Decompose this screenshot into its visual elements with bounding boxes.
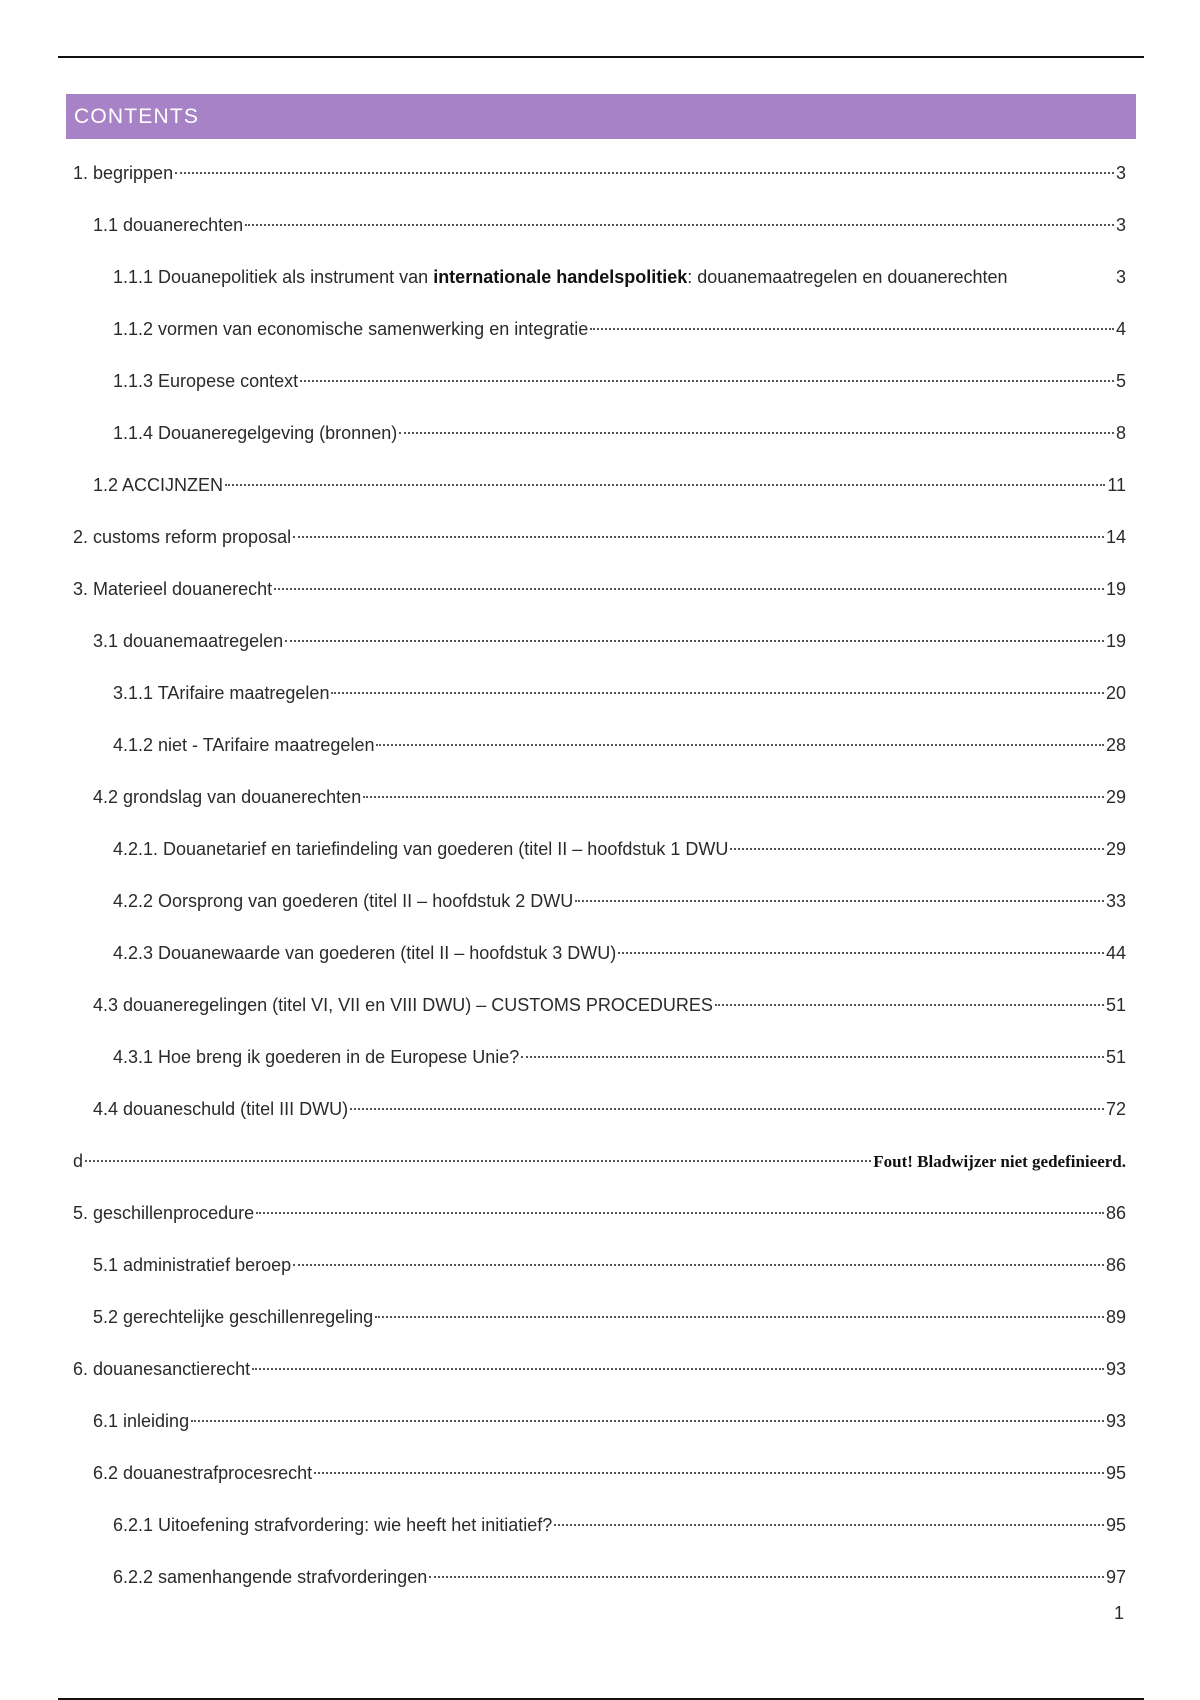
- toc-entry-page: 93: [1105, 1411, 1126, 1431]
- toc-entry-title: 4.4 douaneschuld (titel III DWU): [93, 1099, 349, 1119]
- dot-leader: [399, 432, 1114, 434]
- toc-entry[interactable]: [73, 1459, 1126, 1511]
- dot-leader: [274, 588, 1104, 590]
- toc-entry-page: 20: [1105, 683, 1126, 703]
- toc-entry-page: 95: [1105, 1463, 1126, 1483]
- toc-entry-page: 19: [1105, 631, 1126, 651]
- toc-entry-page: 86: [1105, 1203, 1126, 1223]
- toc-entry-page: 29: [1105, 787, 1126, 807]
- toc-entry[interactable]: [73, 1303, 1126, 1355]
- toc-entry-page: 95: [1105, 1515, 1126, 1535]
- toc-entry-title: 4.3.1 Hoe breng ik goederen in de Europese Unie?: [113, 1047, 520, 1067]
- toc-entry[interactable]: [73, 835, 1126, 887]
- dot-leader: [331, 692, 1104, 694]
- dot-leader: [314, 1472, 1104, 1474]
- toc-entry-title-part: 1.1.1 Douanepolitiek als instrument van: [113, 267, 434, 287]
- toc-entry[interactable]: [73, 1407, 1126, 1459]
- toc-entry-title: 5.1 administratief beroep: [93, 1255, 292, 1275]
- toc-entry-title: 3.1.1 TArifaire maatregelen: [113, 683, 330, 703]
- toc-entry-page: 89: [1105, 1307, 1126, 1327]
- toc-entry-page: 93: [1105, 1359, 1126, 1379]
- toc-entry-title: 6.1 inleiding: [93, 1411, 190, 1431]
- toc-entry-page: 3: [1115, 215, 1126, 235]
- dot-leader: [191, 1420, 1104, 1422]
- dot-leader: [575, 900, 1104, 902]
- toc-entry-page: 4: [1115, 319, 1126, 339]
- dot-leader: [300, 380, 1114, 382]
- table-of-contents: [73, 159, 1126, 1615]
- toc-entry[interactable]: [73, 731, 1126, 783]
- toc-entry-page: 72: [1105, 1099, 1126, 1119]
- toc-entry-title: 1.1.4 Douaneregelgeving (bronnen): [113, 423, 398, 443]
- dot-leader: [618, 952, 1104, 954]
- toc-entry[interactable]: [73, 1563, 1126, 1615]
- toc-entry[interactable]: [73, 887, 1126, 939]
- toc-entry[interactable]: [73, 679, 1126, 731]
- toc-entry-title: 1.1 douanerechten: [93, 215, 244, 235]
- toc-entry-page: 3: [1115, 163, 1126, 183]
- toc-entry-title: 1.1.3 Europese context: [113, 371, 299, 391]
- toc-entry[interactable]: [73, 575, 1126, 627]
- toc-entry-page: 86: [1105, 1255, 1126, 1275]
- dot-leader: [350, 1108, 1104, 1110]
- dot-leader: [225, 484, 1105, 486]
- toc-entry[interactable]: [73, 1147, 1126, 1199]
- toc-entry-page: 51: [1105, 995, 1126, 1015]
- toc-entry[interactable]: [73, 471, 1126, 523]
- dot-leader: [245, 224, 1114, 226]
- toc-entry-page: 19: [1105, 579, 1126, 599]
- toc-entry[interactable]: [73, 783, 1126, 835]
- toc-entry-title: 4.2.1. Douanetarief en tariefindeling van goederen (titel II – hoofdstuk 1 DWU: [113, 839, 729, 859]
- toc-entry[interactable]: [73, 419, 1126, 471]
- toc-entry[interactable]: [73, 159, 1126, 211]
- toc-entry-title: 6. douanesanctierecht: [73, 1359, 251, 1379]
- toc-entry-title: d: [73, 1151, 84, 1171]
- dot-leader: [429, 1576, 1104, 1578]
- toc-entry-title: 3. Materieel douanerecht: [73, 579, 273, 599]
- toc-entry-page: 8: [1115, 423, 1126, 443]
- dot-leader: [252, 1368, 1104, 1370]
- dot-leader: [256, 1212, 1104, 1214]
- toc-entry-page: 3: [1115, 267, 1126, 287]
- toc-entry[interactable]: [73, 315, 1126, 367]
- dot-leader: [730, 848, 1104, 850]
- toc-entry-title-bold: internationale handelspolitiek: [433, 267, 688, 287]
- toc-entry-page: 44: [1105, 943, 1126, 963]
- toc-entry[interactable]: [73, 211, 1126, 263]
- toc-entry-title: 6.2.2 samenhangende strafvorderingen: [113, 1567, 428, 1587]
- toc-entry-title-part: : douanemaatregelen en douanerechten: [687, 267, 1008, 287]
- toc-entry-page: 29: [1105, 839, 1126, 859]
- toc-entry[interactable]: [73, 627, 1126, 679]
- toc-entry[interactable]: [73, 367, 1126, 419]
- dot-leader: [293, 536, 1104, 538]
- dot-leader: [375, 1316, 1104, 1318]
- dot-leader: [175, 172, 1114, 174]
- toc-entry-title: 4.2.2 Oorsprong van goederen (titel II – hoofdstuk 2 DWU: [113, 891, 574, 911]
- toc-entry[interactable]: [73, 991, 1126, 1043]
- toc-entry-title: 1.1.2 vormen van economische samenwerking en integratie: [113, 319, 589, 339]
- dot-leader: [85, 1160, 871, 1162]
- toc-entry-title: 4.1.2 niet - TArifaire maatregelen: [113, 735, 375, 755]
- toc-entry-page: 11: [1107, 475, 1126, 495]
- toc-entry-page: 14: [1105, 527, 1126, 547]
- toc-entry-title: 5.2 gerechtelijke geschillenregeling: [93, 1307, 374, 1327]
- dot-leader: [590, 328, 1114, 330]
- toc-entry-title: 6.2 douanestrafprocesrecht: [93, 1463, 313, 1483]
- toc-entry-error: Fout! Bladwijzer niet gedefinieerd.: [873, 1152, 1126, 1171]
- toc-entry-page: 33: [1105, 891, 1126, 911]
- toc-entry[interactable]: [73, 1355, 1126, 1407]
- toc-entry-title: 6.2.1 Uitoefening strafvordering: wie heeft het initiatief?: [113, 1515, 553, 1535]
- dot-leader: [293, 1264, 1104, 1266]
- dot-leader: [285, 640, 1104, 642]
- toc-entry[interactable]: [73, 523, 1126, 575]
- toc-entry-page: 5: [1115, 371, 1126, 391]
- toc-entry-title: 1. begrippen: [73, 163, 174, 183]
- toc-entry-title: 2. customs reform proposal: [73, 527, 292, 547]
- toc-entry-page: 28: [1105, 735, 1126, 755]
- dot-leader: [376, 744, 1104, 746]
- toc-entry[interactable]: [73, 1511, 1126, 1563]
- toc-entry[interactable]: [73, 263, 1126, 315]
- toc-entry-title: 5. geschillenprocedure: [73, 1203, 255, 1223]
- dot-leader: [521, 1056, 1104, 1058]
- toc-entry[interactable]: [73, 1199, 1126, 1251]
- toc-entry[interactable]: [73, 1043, 1126, 1095]
- contents-heading: CONTENTS: [66, 94, 1136, 139]
- toc-entry[interactable]: [73, 939, 1126, 991]
- toc-entry-title: 4.2.3 Douanewaarde van goederen (titel II – hoofdstuk 3 DWU): [113, 943, 617, 963]
- toc-entry[interactable]: [73, 1095, 1126, 1147]
- toc-entry-title: 4.3 douaneregelingen (titel VI, VII en VIII DWU) – CUSTOMS PROCEDURES: [93, 995, 713, 1015]
- toc-entry-title: [113, 263, 1008, 291]
- toc-entry-title: 4.2 grondslag van douanerechten: [93, 787, 362, 807]
- toc-entry-title: 3.1 douanemaatregelen: [93, 631, 284, 651]
- page-number: 1: [1113, 1603, 1124, 1623]
- toc-entry-title: 1.2 ACCIJNZEN: [93, 475, 224, 495]
- dot-leader: [363, 796, 1104, 798]
- toc-entry-page: 51: [1105, 1047, 1126, 1067]
- toc-entry-page: 97: [1105, 1567, 1126, 1587]
- header-rule: [58, 56, 1144, 58]
- dot-leader: [554, 1524, 1104, 1526]
- dot-leader: [715, 1004, 1104, 1006]
- toc-entry[interactable]: [73, 1251, 1126, 1303]
